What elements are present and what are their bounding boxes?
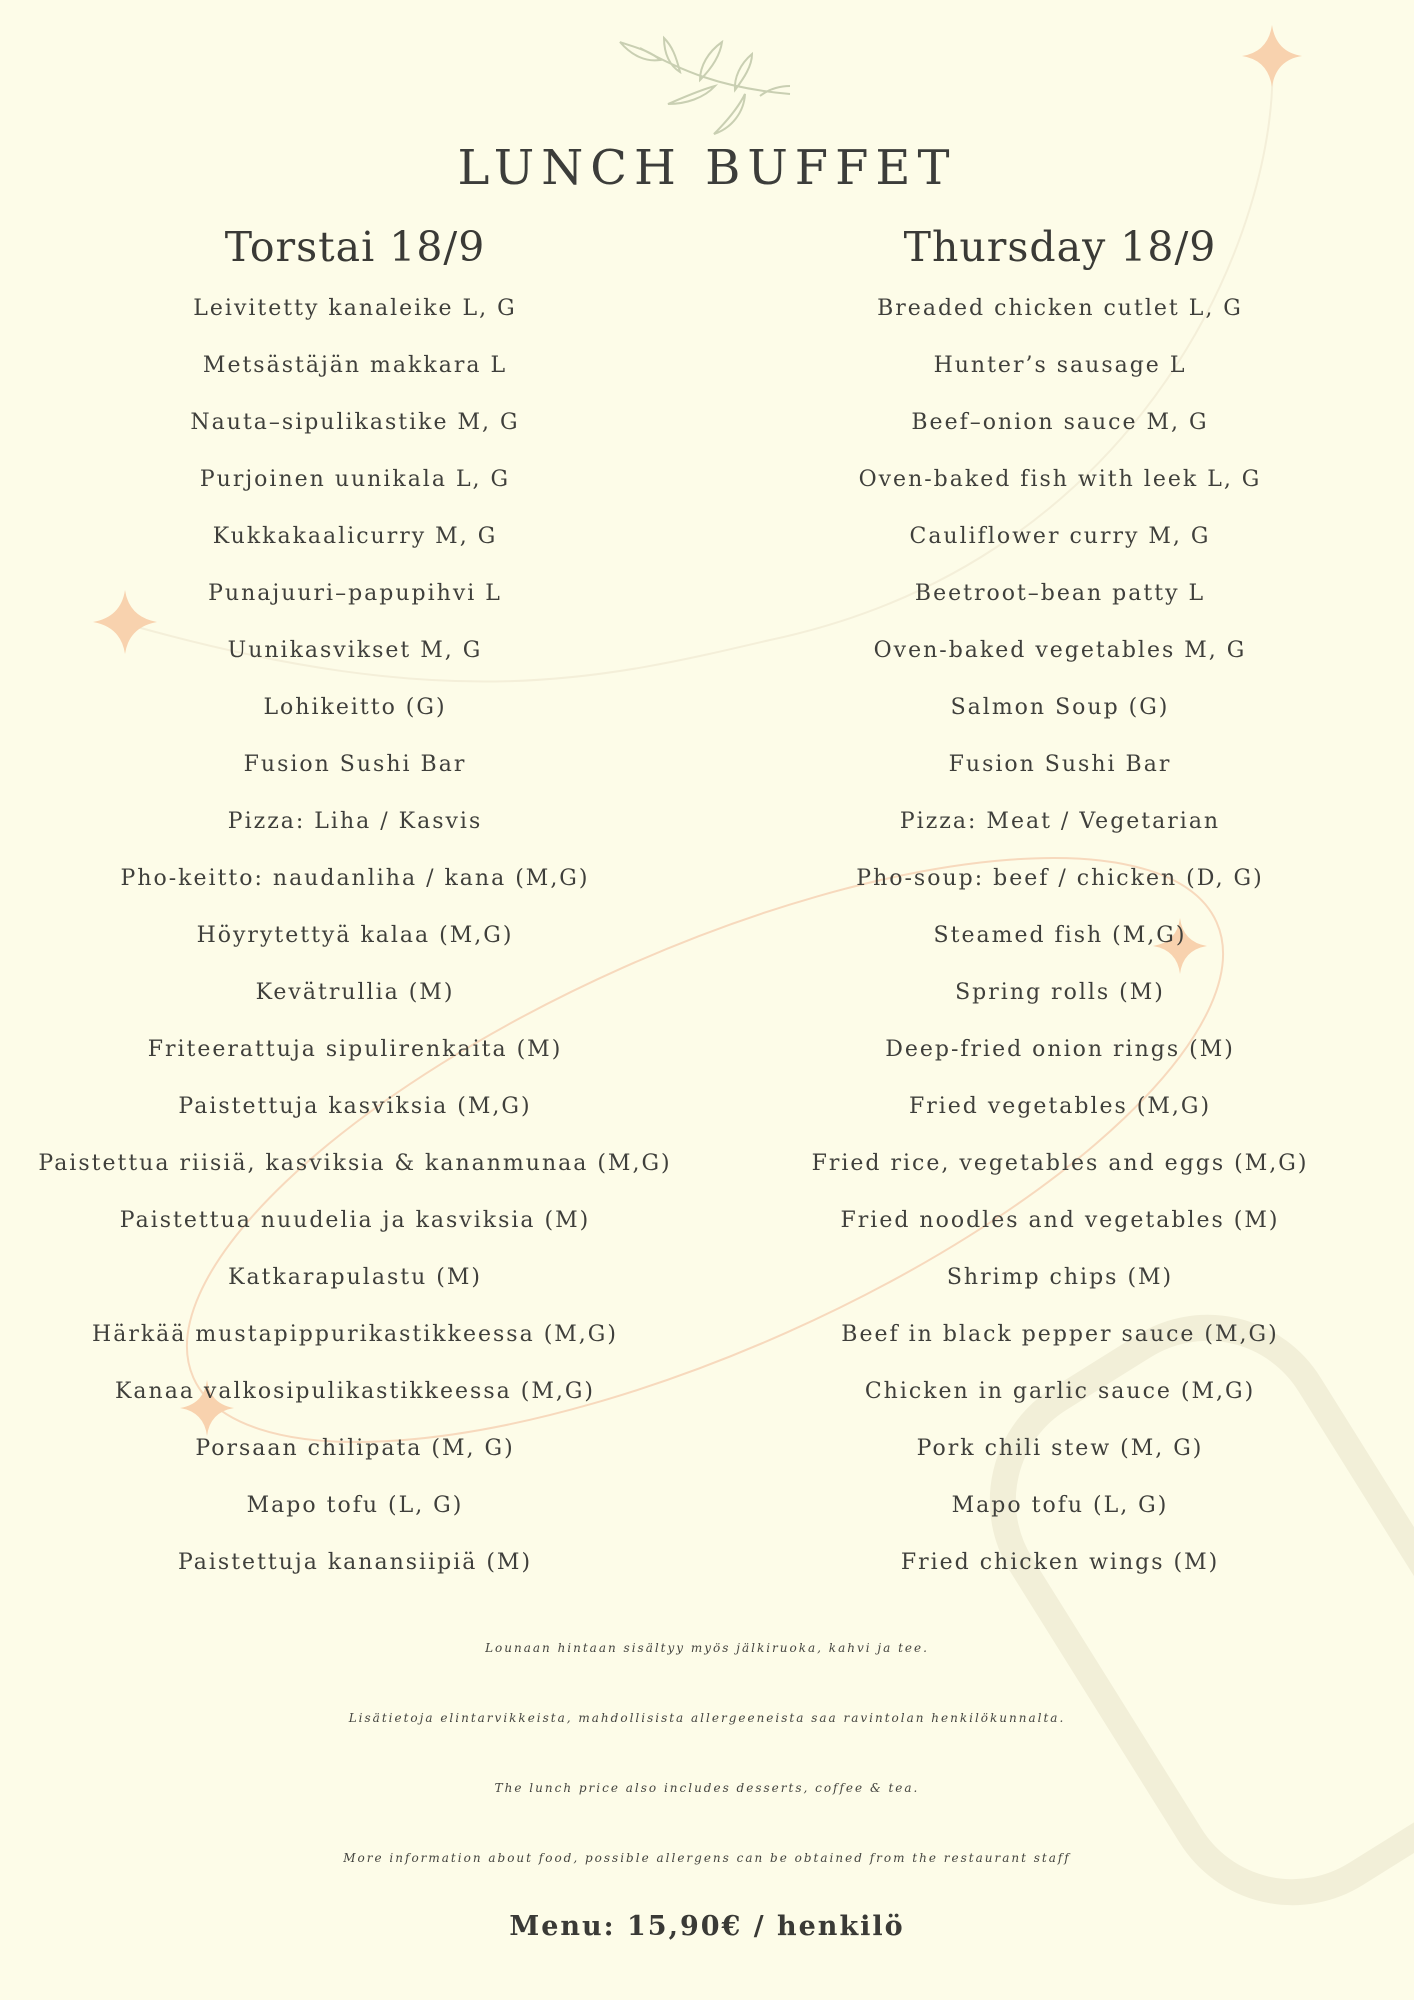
menu-item-label: Paistettuja kanansiipiä (M) xyxy=(177,1550,533,1575)
note-allergens-finnish: Lisätietoja elintarvikkeista, mahdollisista allergeeneista saa ravintolan henkilökunnalta. xyxy=(348,1711,1066,1725)
menu-item-label: Kukkakaalicurry M, G xyxy=(212,524,498,549)
menu-item xyxy=(790,406,1330,463)
menu-item xyxy=(0,805,710,862)
menu-item xyxy=(790,634,1330,691)
notes-section xyxy=(0,1628,1414,1908)
menu-item-label: Kevätrullia (M) xyxy=(255,980,455,1005)
menu-item xyxy=(0,463,710,520)
menu-item-label: Nauta–sipulikastike M, G xyxy=(190,410,520,435)
menu-item-label: Leivitetty kanaleike L, G xyxy=(193,296,517,321)
menu-item xyxy=(790,577,1330,634)
menu-item-label: Porsaan chilipata (M, G) xyxy=(195,1436,515,1461)
menu-item-label: Oven-baked vegetables M, G xyxy=(873,638,1247,663)
menu-item-label: Fried vegetables (M,G) xyxy=(908,1094,1212,1119)
menu-item-label: Punajuuri–papupihvi L xyxy=(208,581,502,606)
menu-item-label: Uunikasvikset M, G xyxy=(227,638,483,663)
menu-item-label: Deep-fried onion rings (M) xyxy=(885,1037,1235,1062)
menu-column-english xyxy=(790,218,1330,1603)
menu-item-label: Salmon Soup (G) xyxy=(950,695,1170,720)
menu-item-label: Härkää mustapippurikastikkeessa (M,G) xyxy=(92,1322,618,1347)
finnish-menu-list xyxy=(0,292,710,1603)
menu-item xyxy=(790,862,1330,919)
menu-item xyxy=(0,919,710,976)
menu-item-label: Lohikeitto (G) xyxy=(263,695,447,720)
menu-item xyxy=(0,691,710,748)
menu-item-label: Pizza: Meat / Vegetarian xyxy=(899,809,1221,834)
menu-item-label: Fusion Sushi Bar xyxy=(948,752,1172,777)
menu-item-label: Friteerattuja sipulirenkaita (M) xyxy=(147,1037,563,1062)
menu-item xyxy=(0,1489,710,1546)
menu-item xyxy=(0,1432,710,1489)
menu-item-label: Beetroot–bean patty L xyxy=(914,581,1206,606)
menu-item xyxy=(0,1375,710,1432)
menu-item xyxy=(790,1489,1330,1546)
menu-item-label: Purjoinen uunikala L, G xyxy=(199,467,511,492)
menu-item xyxy=(790,463,1330,520)
menu-item xyxy=(0,862,710,919)
menu-item xyxy=(0,406,710,463)
menu-item xyxy=(0,1033,710,1090)
menu-item xyxy=(790,1375,1330,1432)
menu-column-finnish xyxy=(0,218,710,1603)
menu-item-label: Kanaa valkosipulikastikkeessa (M,G) xyxy=(114,1379,596,1404)
menu-item xyxy=(0,1318,710,1375)
menu-item xyxy=(790,1318,1330,1375)
menu-item xyxy=(790,919,1330,976)
menu-item xyxy=(790,1147,1330,1204)
menu-item xyxy=(790,1432,1330,1489)
menu-item-label: Fried rice, vegetables and eggs (M,G) xyxy=(811,1151,1309,1176)
menu-item xyxy=(790,748,1330,805)
english-day-heading: Thursday 18/9 xyxy=(903,223,1217,271)
menu-item-label: Fried chicken wings (M) xyxy=(900,1550,1220,1575)
menu-item xyxy=(790,349,1330,406)
menu-item-label: Beef–onion sauce M, G xyxy=(911,410,1209,435)
menu-item xyxy=(790,691,1330,748)
menu-item xyxy=(790,1090,1330,1147)
menu-item-label: Metsästäjän makkara L xyxy=(202,353,508,378)
note-dessert-finnish: Lounaan hintaan sisältyy myös jälkiruoka, kahvi ja tee. xyxy=(485,1641,929,1655)
menu-item xyxy=(0,1147,710,1204)
menu-item xyxy=(0,292,710,349)
menu-item xyxy=(0,577,710,634)
english-menu-list xyxy=(790,292,1330,1603)
menu-item-label: Paistettua nuudelia ja kasviksia (M) xyxy=(119,1208,591,1233)
menu-item-label: Hunter’s sausage L xyxy=(933,353,1187,378)
menu-item-label: Pho-soup: beef / chicken (D, G) xyxy=(856,866,1264,891)
menu-item xyxy=(0,1546,710,1603)
menu-item xyxy=(790,292,1330,349)
menu-item xyxy=(0,976,710,1033)
menu-item-label: Beef in black pepper sauce (M,G) xyxy=(841,1322,1279,1347)
menu-item xyxy=(0,1204,710,1261)
menu-item xyxy=(0,634,710,691)
menu-item xyxy=(0,1090,710,1147)
menu-item-label: Pizza: Liha / Kasvis xyxy=(227,809,483,834)
menu-item xyxy=(790,805,1330,862)
menu-item xyxy=(790,1546,1330,1603)
note-dessert-english: The lunch price also includes desserts, coffee & tea. xyxy=(494,1781,920,1795)
menu-item-label: Mapo tofu (L, G) xyxy=(951,1493,1169,1518)
menu-item-label: Paistettua riisiä, kasviksia & kananmunaa (M,G) xyxy=(38,1151,672,1176)
finnish-day-heading: Torstai 18/9 xyxy=(224,223,486,271)
menu-item xyxy=(0,748,710,805)
menu-item-label: Oven-baked fish with leek L, G xyxy=(858,467,1262,492)
menu-item-label: Fried noodles and vegetables (M) xyxy=(840,1208,1280,1233)
sparkle-icon xyxy=(1242,25,1302,87)
menu-item xyxy=(0,1261,710,1318)
menu-item-label: Spring rolls (M) xyxy=(955,980,1165,1005)
menu-item-label: Steamed fish (M,G) xyxy=(933,923,1187,948)
menu-item-label: Shrimp chips (M) xyxy=(946,1265,1174,1290)
menu-item xyxy=(0,520,710,577)
menu-item-label: Pho-keitto: naudanliha / kana (M,G) xyxy=(120,866,590,891)
leaf-branch-icon xyxy=(620,38,790,134)
menu-price: Menu: 15,90€ / henkilö xyxy=(509,1911,905,1942)
menu-item-label: Katkarapulastu (M) xyxy=(228,1265,482,1290)
menu-item-label: Breaded chicken cutlet L, G xyxy=(877,296,1243,321)
menu-item-label: Paistettuja kasviksia (M,G) xyxy=(178,1094,532,1119)
note-allergens-english: More information about food, possible allergens can be obtained from the restaurant staff xyxy=(343,1851,1071,1865)
menu-item-label: Cauliflower curry M, G xyxy=(909,524,1211,549)
menu-item-label: Chicken in garlic sauce (M,G) xyxy=(864,1379,1256,1404)
menu-item xyxy=(790,520,1330,577)
menu-item xyxy=(790,976,1330,1033)
menu-item-label: Höyrytettyä kalaa (M,G) xyxy=(196,923,514,948)
menu-item xyxy=(790,1033,1330,1090)
page-title: LUNCH BUFFET xyxy=(457,140,957,196)
menu-item-label: Pork chili stew (M, G) xyxy=(916,1436,1204,1461)
menu-item-label: Fusion Sushi Bar xyxy=(243,752,467,777)
menu-item xyxy=(790,1261,1330,1318)
menu-item-label: Mapo tofu (L, G) xyxy=(246,1493,464,1518)
menu-item xyxy=(0,349,710,406)
menu-item xyxy=(790,1204,1330,1261)
